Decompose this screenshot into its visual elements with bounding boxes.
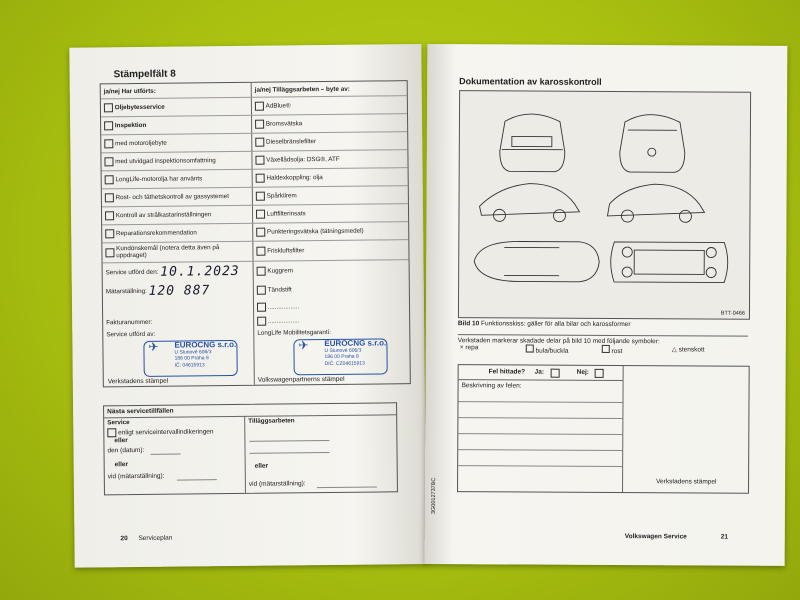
service-table <box>100 80 411 387</box>
car-outline-svg <box>459 91 750 319</box>
row-brake-fluid: Bromsvätska <box>265 120 303 128</box>
footer-page-number-right: 21 <box>720 533 729 541</box>
footer-page-number-left: 20 <box>120 535 128 543</box>
mark-instructions: Verkstaden markerar skadade delar på bild 10 med följande symboler: <box>458 334 748 346</box>
dent-icon <box>526 345 534 353</box>
mileage2-field[interactable] <box>177 479 217 480</box>
no-label: Nej: <box>576 368 589 376</box>
or-1: eller <box>114 437 128 445</box>
extra-field-2[interactable] <box>250 452 330 454</box>
col-done-header: ja/nej Har utförts: <box>103 87 156 95</box>
desc-label: Beskrivning av felen: <box>461 382 522 390</box>
legend-dent: bula/buckla <box>535 347 569 355</box>
legend-scratch: × repa <box>459 344 479 352</box>
row-longlife-oil: LongLife-motorolja har använts <box>115 175 203 184</box>
found-label: Fel hittade? <box>488 368 526 376</box>
stamp-company: EUROCNG s.r.o. <box>174 339 237 350</box>
mileage2-label: vid (mätarställning): <box>107 472 165 481</box>
row-customer-request: Kundönskemål (notera detta även på uppdraget) <box>116 244 220 259</box>
longlife-label: LongLife Mobilitetsgaranti: <box>257 328 331 337</box>
caption-text: Funktionsskiss: gäller för alla bilar och karossformer <box>481 320 631 329</box>
row-inspection: Inspektion <box>114 121 147 130</box>
next-service-col1: Service <box>107 419 130 427</box>
col-extra-header: ja/nej Tilläggsarbeten – byte av: <box>254 85 350 94</box>
workshop-stamp-label: Verkstadens stämpel <box>107 377 169 386</box>
row-blank-2: .................. <box>267 316 300 325</box>
stone-chip-icon: △ <box>671 346 677 354</box>
legend-stone-chip: stenskott <box>678 346 705 354</box>
mileage3-label: vid (mätarställning): <box>248 480 306 488</box>
row-spark-plug: Tändstift <box>267 285 292 294</box>
stamp-line4-2: DIČ: CZ04615913 <box>324 360 365 367</box>
vw-partner-stamp-label: Volkswagenpartnerns stämpel <box>257 375 345 384</box>
row-diesel-filter: Dieselbränslefilter <box>266 138 317 146</box>
row-puncture-fluid: Punkteringsvätska (tätningsmedel) <box>266 227 364 236</box>
date-label: den (datum): <box>107 446 145 455</box>
legend-rust: rost <box>611 347 623 356</box>
figure-code: BTT-0466 <box>720 310 745 317</box>
or-3: eller <box>254 462 269 470</box>
row-haldex: Haldexkoppling: olja <box>266 174 323 182</box>
service-date-value: 10.1.2023 <box>160 263 240 280</box>
row-gas-check: Rost- och täthetskontroll av gassystemet <box>115 193 230 202</box>
right-workshop-stamp-label: Verkstadens stämpel <box>656 478 717 486</box>
stamp-field-title: Stämpelfält 8 <box>113 68 176 81</box>
stamp-line1: U Slunové 606/3 <box>174 348 212 356</box>
stamp-line3: IČ: 04615913 <box>174 361 205 369</box>
row-v-belt: Spårkilrem <box>266 192 297 200</box>
caption-label: Bild 10 <box>457 320 480 328</box>
stamp-line2-2: 186 00 Praha 8 <box>324 353 359 361</box>
date-field[interactable] <box>151 454 181 455</box>
row-repair-recommendation: Reparationsrekommendation <box>115 229 197 238</box>
rust-icon <box>602 345 610 353</box>
row-oil-service: Oljebytesservice <box>114 103 165 112</box>
footer-section-left: Serviceplan <box>138 534 173 543</box>
invoice-label: Fakturanummer: <box>106 318 153 326</box>
row-timing-belt: Kuggrem <box>267 266 293 275</box>
bird-logo-icon-2: ✈ <box>298 338 309 353</box>
row-extended-inspection: med utvidgad inspektionsomfattning <box>115 157 216 166</box>
next-service-col2: Tilläggsarbeten <box>248 417 295 425</box>
row-headlight: Kontroll av strålkastarinställningen <box>115 211 212 220</box>
row-cabin-filter: Friskluftsfilter <box>267 247 305 255</box>
service-date-label: Service utförd den: <box>105 268 159 276</box>
next-service-table <box>103 402 398 495</box>
mileage3-field[interactable] <box>317 487 377 489</box>
yes-label: Ja: <box>534 368 545 376</box>
row-oil-change: med motoroljebyte <box>115 139 167 148</box>
right-page <box>425 44 788 566</box>
no-checkbox[interactable] <box>595 369 604 378</box>
or-2: eller <box>114 461 129 469</box>
bird-logo-icon: ✈ <box>148 339 159 354</box>
mileage-value: 120 887 <box>148 282 211 299</box>
footer-brand: Volkswagen Service <box>624 533 687 541</box>
kaross-title: Dokumentation av karosskontroll <box>459 76 602 87</box>
row-adblue: AdBlue® <box>265 102 291 110</box>
defects-table <box>457 364 750 494</box>
workshop-stamp-right <box>293 338 387 375</box>
side-code: 3G0012737BC <box>430 477 438 515</box>
extra-field-1[interactable] <box>249 440 329 442</box>
row-air-filter: Luftfilterinsats <box>266 210 306 218</box>
left-page <box>69 44 426 568</box>
yes-checkbox[interactable] <box>551 369 560 378</box>
car-diagram <box>458 90 751 320</box>
row-gearbox-oil: Växellådsolja: DSG®, ATF <box>266 155 340 164</box>
next-option: enligt serviceintervallindikeringen <box>118 428 214 437</box>
mileage-label: Mätarställning: <box>105 287 147 295</box>
service-booklet <box>72 44 786 564</box>
next-service-title: Nästa servicetillfällen <box>107 407 174 416</box>
row-blank-1: .................. <box>267 302 300 311</box>
stamp-line2: 186 00 Praha 8 <box>174 355 209 362</box>
stamp-line1-2: U Slunové 606/3 <box>324 347 362 354</box>
stamp-company-2: EUROCNG s.r.o. <box>324 338 387 349</box>
workshop-stamp-left <box>143 340 237 377</box>
service-by-label: Service utförd av: <box>106 330 156 339</box>
